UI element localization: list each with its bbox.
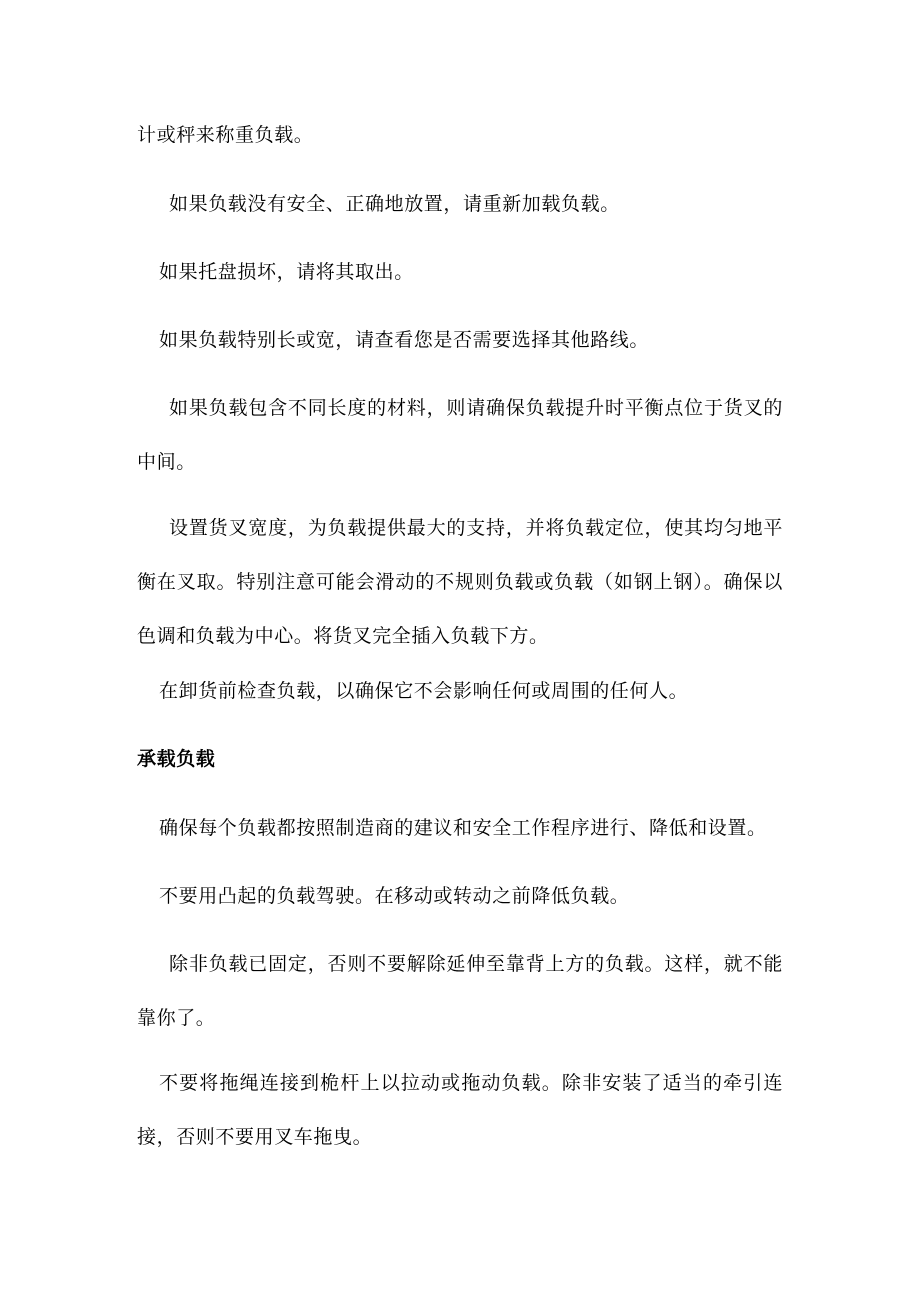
paragraph-mixed-length-materials: 如果负载包含不同长度的材料，则请确保负载提升时平衡点位于货叉的中间。	[137, 397, 783, 473]
section-heading: 承载负载	[137, 748, 216, 770]
paragraph-reload-unsafe-load: 如果负载没有安全、正确地放置，请重新加载负载。	[169, 193, 620, 215]
paragraph-unsecured-load: 除非负载已固定，否则不要解除延伸至靠背上方的负载。这样，就不能靠你了。	[137, 953, 783, 1029]
paragraph-weigh-load: 计或秤来称重负载。	[137, 124, 314, 146]
paragraph-long-wide-load: 如果负载特别长或宽，请查看您是否需要选择其他路线。	[159, 329, 650, 351]
paragraph-fork-width: 设置货叉宽度，为负载提供最大的支持，并将负载定位，使其均匀地平衡在叉取。特别注意可能会滑动的不规则负载或负载（如钢上钢）。确保以色调和负载为中心。将货叉完全插入负载下方。	[137, 517, 783, 647]
paragraph-manufacturer-guidance: 确保每个负载都按照制造商的建议和安全工作程序进行、降低和设置。	[159, 817, 767, 839]
paragraph-towing: 不要将拖绳连接到桅杆上以拉动或拖动负载。除非安装了适当的牵引连接，否则不要用叉车拖曳。	[137, 1072, 783, 1148]
paragraph-check-before-unloading: 在卸货前检查负载，以确保它不会影响任何或周围的任何人。	[159, 680, 689, 702]
paragraph-damaged-pallet: 如果托盘损坏，请将其取出。	[159, 261, 414, 283]
paragraph-raised-load: 不要用凸起的负载驾驶。在移动或转动之前降低负载。	[159, 885, 630, 907]
